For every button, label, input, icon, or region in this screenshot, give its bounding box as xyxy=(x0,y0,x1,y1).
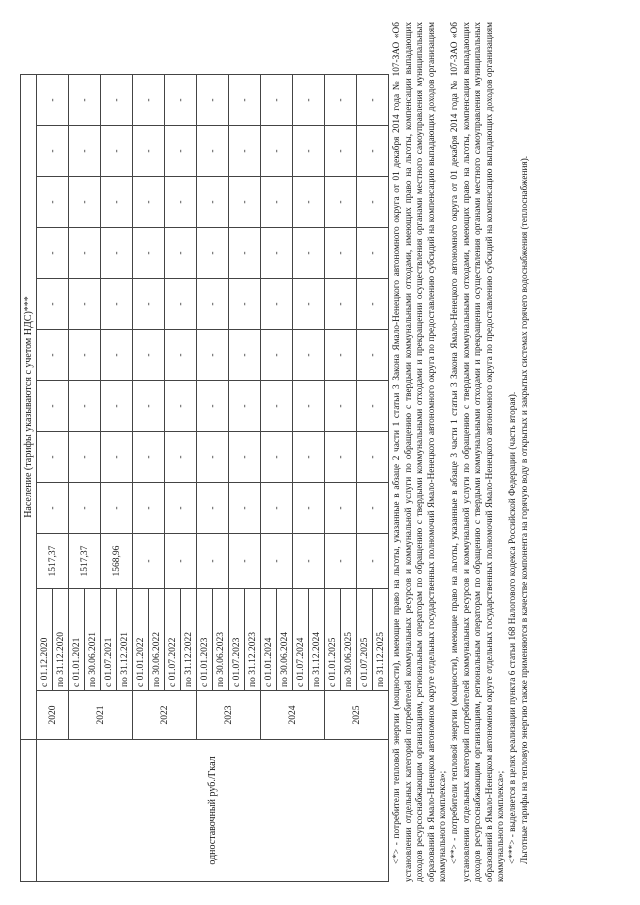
dash-cell: - xyxy=(101,432,133,483)
period-to: по 30.06.2022 xyxy=(149,589,165,691)
dash-cell: - xyxy=(261,279,293,330)
dash-cell: - xyxy=(101,279,133,330)
tariff-value: - xyxy=(197,534,229,589)
period-to: по 31.12.2021 xyxy=(117,589,133,691)
dash-cell: - xyxy=(325,75,357,126)
year-cell: 2021 xyxy=(69,691,133,740)
dash-cell: - xyxy=(229,228,261,279)
dash-cell: - xyxy=(101,381,133,432)
tariff-table xyxy=(20,74,389,882)
dash-cell: - xyxy=(357,432,389,483)
period-from: с 01.01.2024 xyxy=(261,589,277,691)
dash-cell: - xyxy=(197,381,229,432)
table-header-row xyxy=(21,75,37,882)
dash-cell: - xyxy=(133,228,165,279)
dash-cell: - xyxy=(325,432,357,483)
dash-cell: - xyxy=(197,279,229,330)
dash-cell: - xyxy=(37,432,69,483)
period-to: по 30.06.2025 xyxy=(341,589,357,691)
tariff-table-wrap xyxy=(20,22,389,882)
dash-cell: - xyxy=(325,381,357,432)
dash-cell: - xyxy=(357,126,389,177)
dash-cell: - xyxy=(357,381,389,432)
dash-cell: - xyxy=(293,330,325,381)
dash-cell: - xyxy=(101,330,133,381)
dash-cell: - xyxy=(165,228,197,279)
dash-cell: - xyxy=(165,432,197,483)
period-from: с 01.01.2025 xyxy=(325,589,341,691)
tariff-value: - xyxy=(133,534,165,589)
dash-cell: - xyxy=(293,126,325,177)
footnote-2: <**> - потребители тепловой энергии (мощности), имеющие право на льготы, указанные в абзаце 3 части 1 статьи 3 Закона Ямало-Ненецкого автономного округа от 01 декабря 2014 года № 107-ЗАО «Об установлении отдельных категорий потребителей коммунальных ресурсов и коммунальной услуги по обращению с твердыми коммунальными отходами, имеющих право на льготы, компенсации выпадающих доходов ресурсоснабжающим организациям, региональным операторам по обращению с твердыми коммунальными отходами и прекращении осуществления органами местного самоуправления муниципальных образований в Ямало-Ненецком автономном округе отдельных государственных полномочий Ямало-Ненецкого автономного округа по предоставлению субсидий на компенсацию выпадающих доходов организациям коммунального комплекса»; xyxy=(449,22,507,882)
dash-cell: - xyxy=(261,75,293,126)
period-from: с 01.07.2021 xyxy=(101,589,117,691)
dash-cell: - xyxy=(325,279,357,330)
dash-cell: - xyxy=(325,177,357,228)
dash-cell: - xyxy=(197,483,229,534)
year-cell: 2025 xyxy=(325,691,389,740)
dash-cell: - xyxy=(133,381,165,432)
dash-cell: - xyxy=(37,126,69,177)
period-from: с 01.01.2023 xyxy=(197,589,213,691)
period-from: с 01.07.2025 xyxy=(357,589,373,691)
dash-cell: - xyxy=(133,177,165,228)
dash-cell: - xyxy=(133,483,165,534)
dash-cell: - xyxy=(261,228,293,279)
period-to: по 30.06.2023 xyxy=(213,589,229,691)
footnote-3: <***> - выделяется в целях реализации пункта 6 статьи 168 Налогового кодекса Российской Федерации (часть вторая). xyxy=(507,391,518,864)
dash-cell: - xyxy=(325,126,357,177)
year-cell: 2023 xyxy=(197,691,261,740)
dash-cell: - xyxy=(101,75,133,126)
dash-cell: - xyxy=(133,279,165,330)
dash-cell: - xyxy=(325,330,357,381)
dash-cell: - xyxy=(197,432,229,483)
dash-cell: - xyxy=(101,177,133,228)
year-cell: 2024 xyxy=(261,691,325,740)
tariff-value: - xyxy=(357,534,389,589)
period-from: с 01.12.2020 xyxy=(37,589,53,691)
tariff-value: - xyxy=(261,534,293,589)
period-to: по 31.12.2023 xyxy=(245,589,261,691)
dash-cell: - xyxy=(293,228,325,279)
dash-cell: - xyxy=(293,432,325,483)
period-to: по 30.06.2024 xyxy=(277,589,293,691)
dash-cell: - xyxy=(229,75,261,126)
population-header: Население (тарифы указываются с учетом НДС)*** xyxy=(21,75,37,740)
period-to: по 31.12.2020 xyxy=(53,589,69,691)
tariff-value: - xyxy=(165,534,197,589)
dash-cell: - xyxy=(293,177,325,228)
dash-cell: - xyxy=(133,432,165,483)
dash-cell: - xyxy=(133,126,165,177)
header-blank-cell xyxy=(21,740,37,882)
dash-cell: - xyxy=(357,177,389,228)
dash-cell: - xyxy=(165,177,197,228)
period-to: по 31.12.2025 xyxy=(373,589,389,691)
table-body xyxy=(37,75,389,882)
dash-cell: - xyxy=(101,126,133,177)
dash-cell: - xyxy=(229,432,261,483)
dash-cell: - xyxy=(101,228,133,279)
year-cell: 2022 xyxy=(133,691,197,740)
dash-cell: - xyxy=(293,381,325,432)
period-to: по 31.12.2024 xyxy=(309,589,325,691)
dash-cell: - xyxy=(357,483,389,534)
dash-cell: - xyxy=(69,177,101,228)
dash-cell: - xyxy=(229,483,261,534)
dash-cell: - xyxy=(293,75,325,126)
footnote-4: Льготные тарифы на тепловую энергию также применяются в качестве компонента на горячую воду в открытых и закрытых системах горячего водоснабжения (теплоснабжения). xyxy=(519,155,530,864)
dash-cell: - xyxy=(261,177,293,228)
dash-cell: - xyxy=(357,75,389,126)
dash-cell: - xyxy=(133,75,165,126)
tariff-value: 1568,96 xyxy=(101,534,133,589)
dash-cell: - xyxy=(357,228,389,279)
dash-cell: - xyxy=(261,330,293,381)
tariff-value: - xyxy=(325,534,357,589)
dash-cell: - xyxy=(261,126,293,177)
dash-cell: - xyxy=(69,381,101,432)
tariff-value: 1517,37 xyxy=(69,534,101,589)
dash-cell: - xyxy=(229,381,261,432)
dash-cell: - xyxy=(293,483,325,534)
dash-cell: - xyxy=(325,228,357,279)
period-from: с 01.07.2022 xyxy=(165,589,181,691)
footnote-1: <*> - потребители тепловой энергии (мощности), имеющие право на льготы, указанные в абзаце 2 части 1 статьи 3 Закона Ямало-Ненецкого автономного округа от 01 декабря 2014 года № 107-ЗАО «Об установлении отдельных категорий потребителей коммунальных ресурсов и коммунальной услуги по обращению с твердыми коммунальными отходами, имеющих право на льготы, компенсации выпадающих доходов ресурсоснабжающим организациям, региональным операторам по обращению с твердыми коммунальными отходами и прекращении осуществления органами местного самоуправления муниципальных образований в Ямало-Ненецком автономном округе отдельных государственных полномочий Ямало-Ненецкого автономного округа по предоставлению субсидий на компенсацию выпадающих доходов организациям коммунального комплекса»; xyxy=(392,22,449,882)
dash-cell: - xyxy=(165,75,197,126)
dash-cell: - xyxy=(293,279,325,330)
dash-cell: - xyxy=(357,279,389,330)
dash-cell: - xyxy=(229,177,261,228)
dash-cell: - xyxy=(165,381,197,432)
dash-cell: - xyxy=(37,75,69,126)
dash-cell: - xyxy=(69,330,101,381)
dash-cell: - xyxy=(261,483,293,534)
table-row xyxy=(37,75,53,882)
dash-cell: - xyxy=(229,126,261,177)
dash-cell: - xyxy=(133,330,165,381)
dash-cell: - xyxy=(69,126,101,177)
dash-cell: - xyxy=(37,228,69,279)
dash-cell: - xyxy=(229,330,261,381)
dash-cell: - xyxy=(197,228,229,279)
dash-cell: - xyxy=(261,432,293,483)
tariff-value: 1517,37 xyxy=(37,534,69,589)
dash-cell: - xyxy=(197,126,229,177)
dash-cell: - xyxy=(37,177,69,228)
dash-cell: - xyxy=(37,381,69,432)
dash-cell: - xyxy=(69,279,101,330)
dash-cell: - xyxy=(69,432,101,483)
footnotes xyxy=(392,22,531,882)
dash-cell: - xyxy=(165,126,197,177)
period-from: с 01.01.2022 xyxy=(133,589,149,691)
period-to: по 30.06.2021 xyxy=(85,589,101,691)
period-from: с 01.07.2024 xyxy=(293,589,309,691)
tariff-value: - xyxy=(293,534,325,589)
dash-cell: - xyxy=(325,483,357,534)
dash-cell: - xyxy=(261,381,293,432)
dash-cell: - xyxy=(197,330,229,381)
dash-cell: - xyxy=(357,330,389,381)
dash-cell: - xyxy=(197,177,229,228)
dash-cell: - xyxy=(197,75,229,126)
tariff-value: - xyxy=(229,534,261,589)
dash-cell: - xyxy=(37,483,69,534)
dash-cell: - xyxy=(37,279,69,330)
unit-cell: одноставочный руб./Гкал xyxy=(37,740,389,882)
dash-cell: - xyxy=(69,483,101,534)
rotated-content xyxy=(20,22,620,882)
dash-cell: - xyxy=(165,330,197,381)
dash-cell: - xyxy=(37,330,69,381)
dash-cell: - xyxy=(165,483,197,534)
period-from: с 01.07.2023 xyxy=(229,589,245,691)
period-from: с 01.01.2021 xyxy=(69,589,85,691)
year-cell: 2020 xyxy=(37,691,69,740)
dash-cell: - xyxy=(165,279,197,330)
dash-cell: - xyxy=(101,483,133,534)
period-to: по 31.12.2022 xyxy=(181,589,197,691)
dash-cell: - xyxy=(69,228,101,279)
dash-cell: - xyxy=(69,75,101,126)
dash-cell: - xyxy=(229,279,261,330)
